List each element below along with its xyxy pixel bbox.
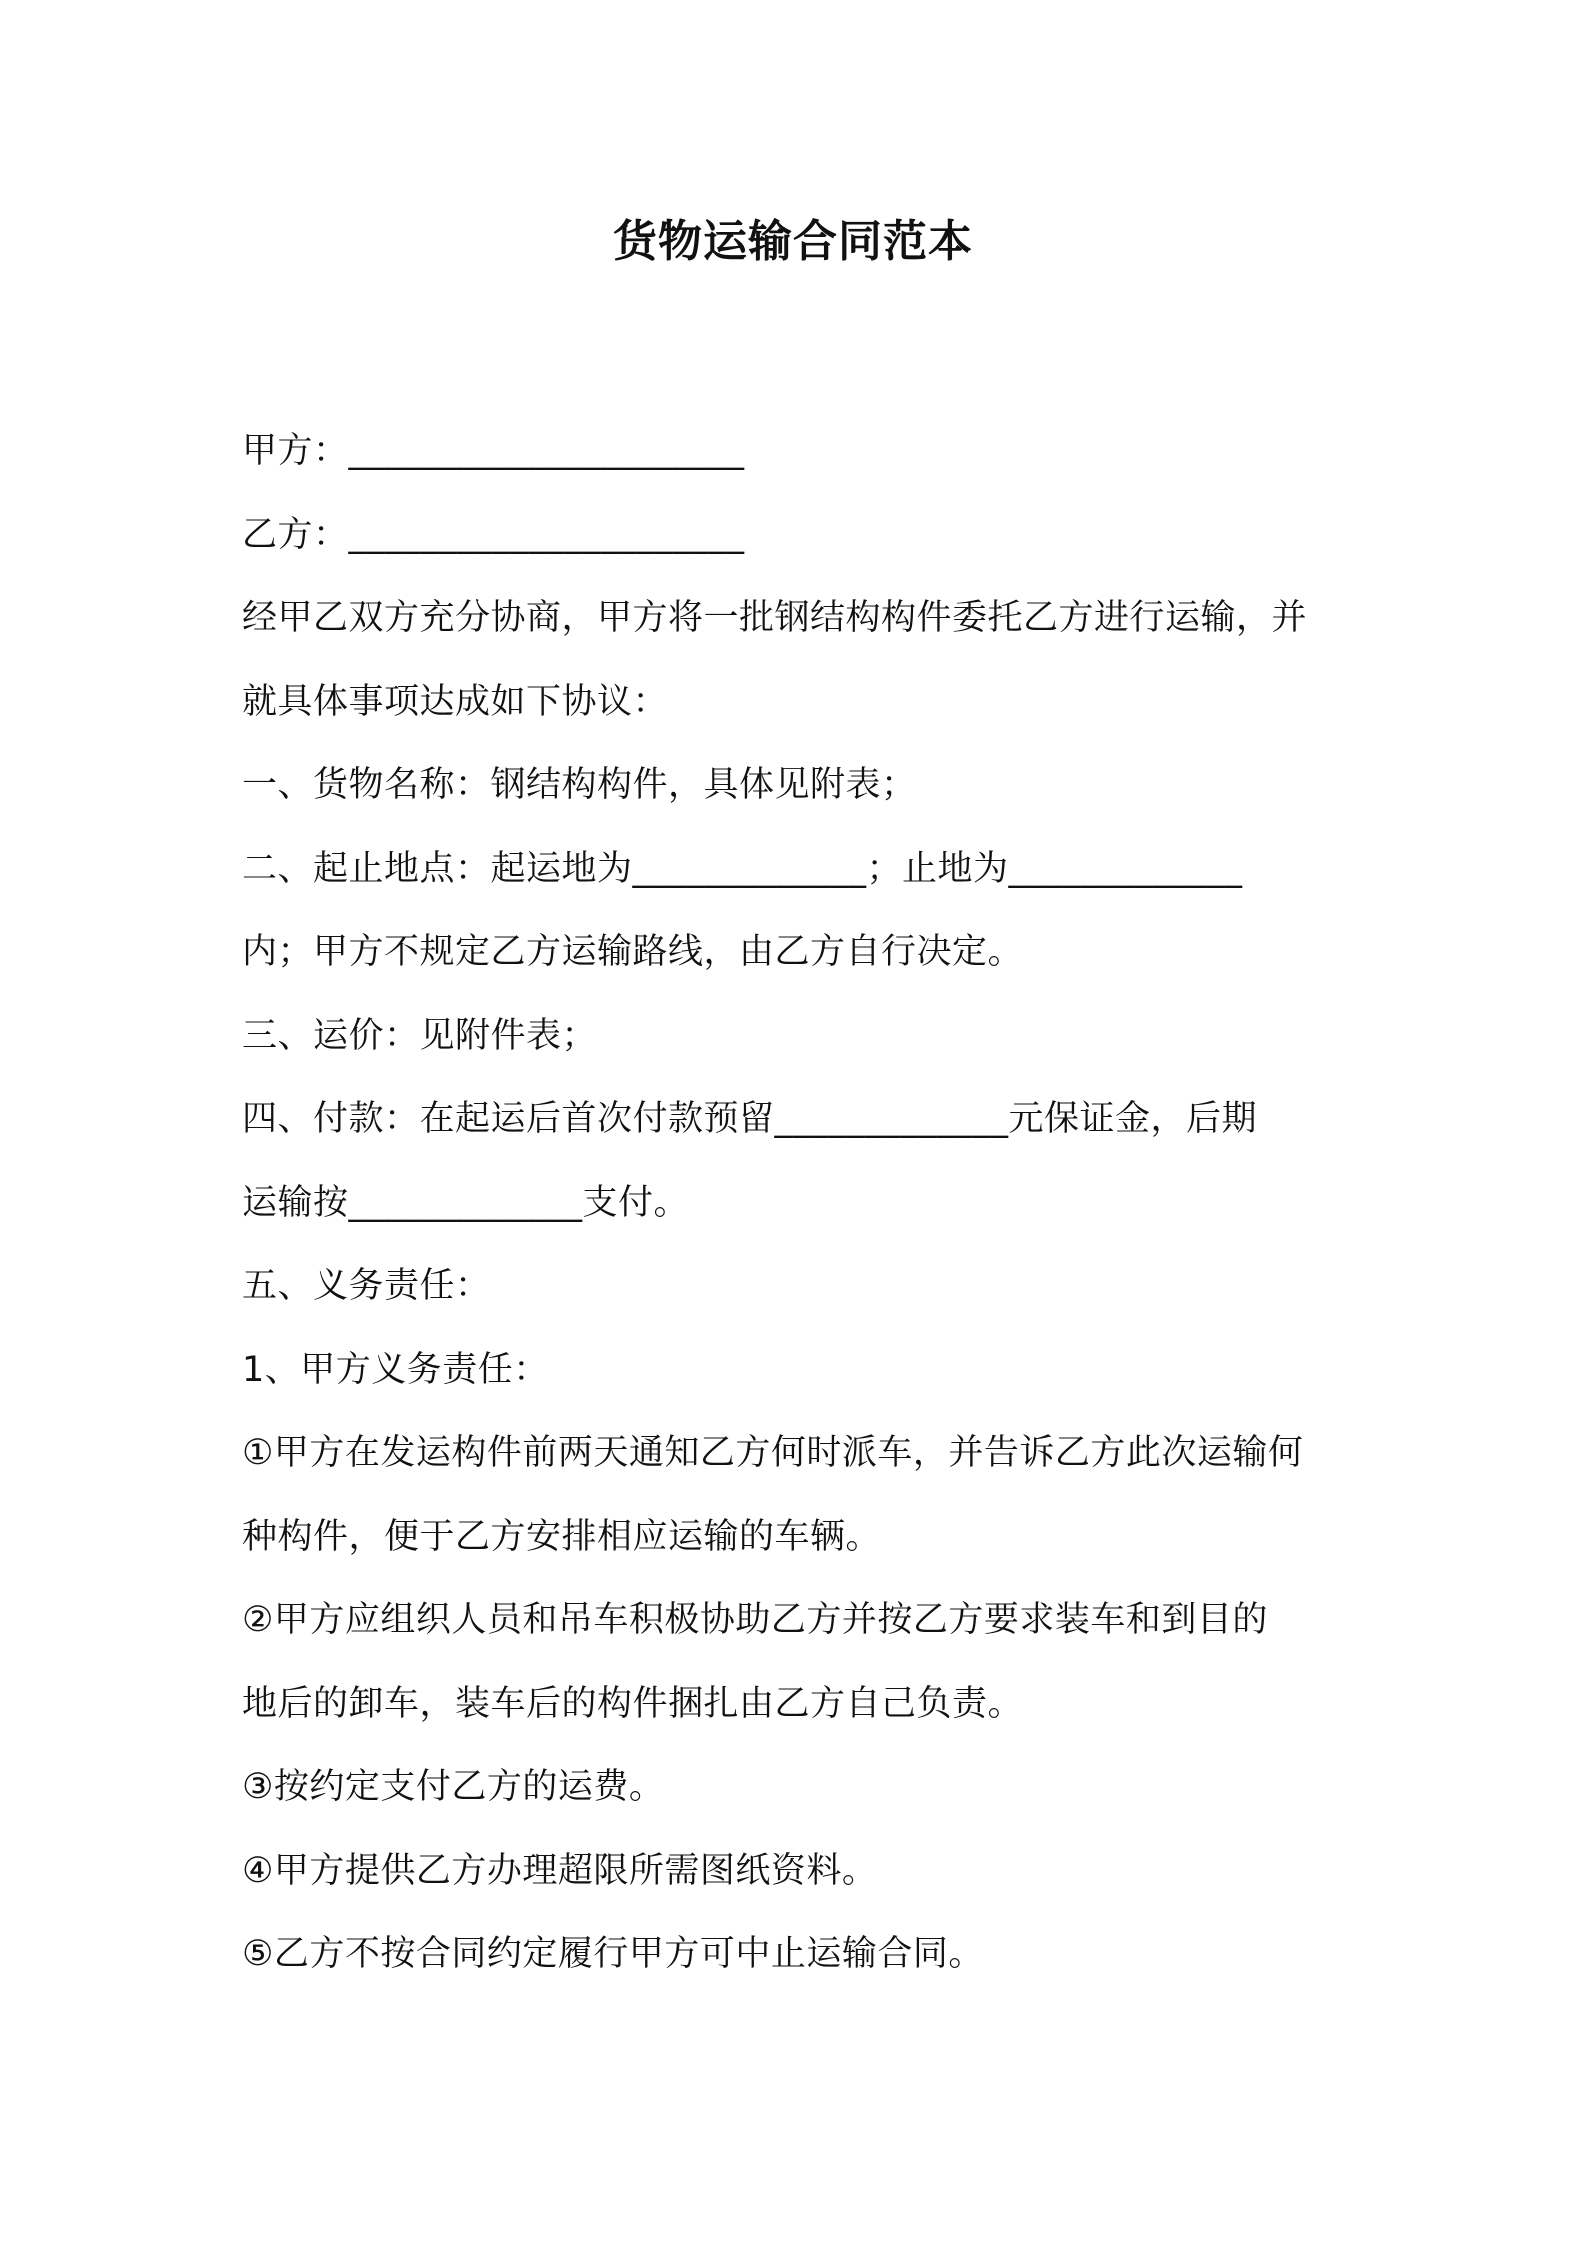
preamble-line-2: 就具体事项达成如下协议：: [242, 681, 669, 722]
clause-payment-line-1: 四、付款：在起运后首次付款预留_____________元保证金，后期: [242, 1099, 1258, 1139]
clause-goods-name: 一、货物名称：钢结构构件，具体见附表；: [242, 765, 917, 805]
clause-locations-line-1: 二、起止地点：起运地为_____________；止地为_____________: [242, 848, 1243, 889]
preamble-line-1: 经甲乙双方充分协商，甲方将一批钢结构构件委托乙方进行运输，并: [242, 598, 1308, 638]
clause-locations-line-2: 内；甲方不规定乙方运输路线，由乙方自行决定。: [242, 932, 1024, 972]
clause-obligations-heading: 五、义务责任：: [242, 1266, 491, 1306]
clause-payment-line-2: 运输按_____________支付。: [242, 1182, 690, 1223]
clause-freight-price: 三、运价：见附件表；: [242, 1015, 598, 1056]
party-a-obligations-heading: 1、甲方义务责任：: [242, 1349, 549, 1390]
obligation-5: ⑤乙方不按合同约定履行甲方可中止运输合同。: [242, 1934, 984, 1974]
party-b-line: 乙方：______________________: [242, 514, 745, 555]
obligation-1-line-1: ①甲方在发运构件前两天通知乙方何时派车，并告诉乙方此次运输何: [242, 1433, 1304, 1473]
obligation-2-line-2: 地后的卸车，装车后的构件捆扎由乙方自己负责。: [242, 1683, 1024, 1724]
obligation-1-line-2: 种构件，便于乙方安排相应运输的车辆。: [242, 1516, 882, 1557]
document-title: 货物运输合同范本: [613, 216, 973, 267]
obligation-3: ③按约定支付乙方的运费。: [242, 1767, 665, 1807]
obligation-2-line-1: ②甲方应组织人员和吊车积极协助乙方并按乙方要求装车和到目的: [242, 1600, 1268, 1640]
party-a-line: 甲方：______________________: [242, 431, 745, 471]
document-body: [242, 410, 1362, 1997]
obligation-4: ④甲方提供乙方办理超限所需图纸资料。: [242, 1850, 878, 1891]
